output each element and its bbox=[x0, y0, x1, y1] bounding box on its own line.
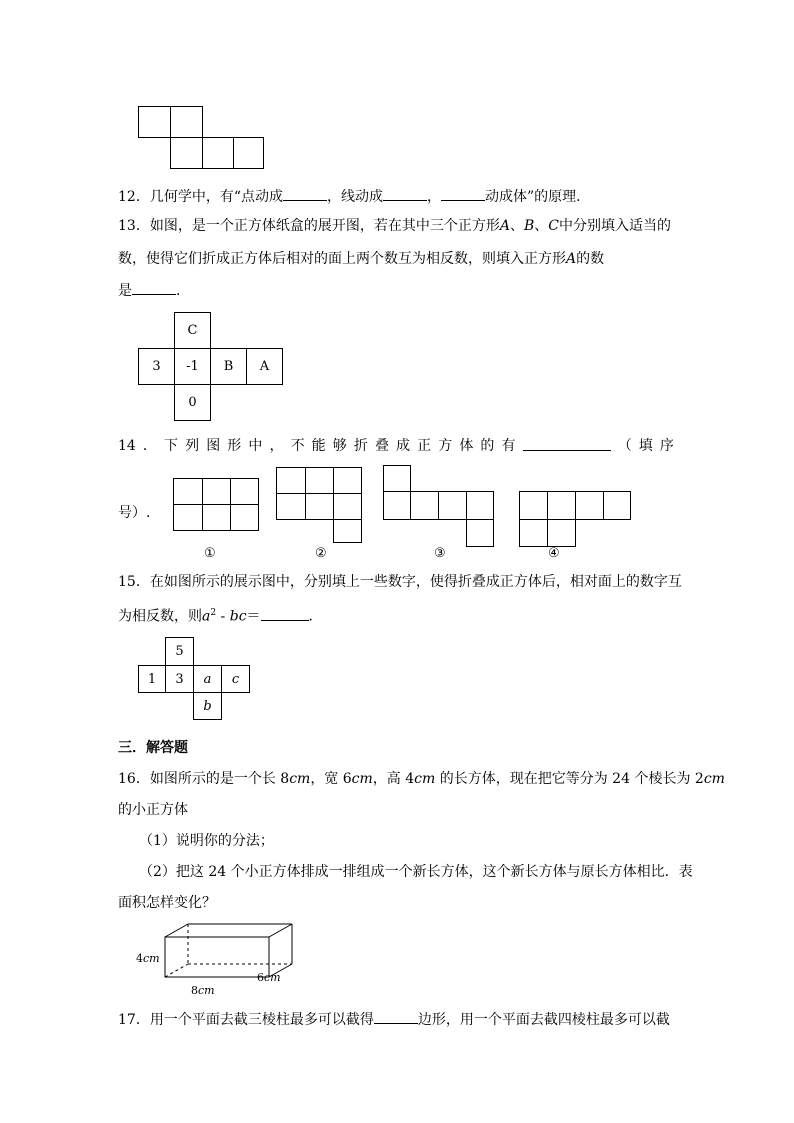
question-13-line3 bbox=[118, 280, 190, 301]
var-c: C bbox=[548, 218, 559, 234]
question-16-line1 bbox=[118, 769, 725, 789]
question-text: 几何学中，有“点动成 bbox=[149, 189, 283, 205]
answer-blank[interactable] bbox=[283, 186, 327, 201]
figure-label: ④ bbox=[548, 546, 560, 561]
question-16-sub2-cont: 面积怎样变化？ bbox=[118, 895, 216, 911]
question-text: 数，使得它们折成正方体后相对的面上两个数互为相反数，则填入正方形 bbox=[118, 251, 566, 267]
section-heading: 三．解答题 bbox=[118, 740, 188, 756]
char: ． bbox=[142, 438, 157, 454]
question-number: 12． bbox=[118, 189, 150, 205]
char: ， bbox=[269, 438, 284, 454]
char: 的 bbox=[480, 438, 495, 454]
dimension-label: 4cm bbox=[136, 952, 160, 965]
net-square bbox=[230, 478, 259, 505]
net-square bbox=[276, 467, 306, 494]
question-number: 15． bbox=[118, 574, 150, 590]
char: 不 bbox=[290, 438, 305, 454]
net-cell: B bbox=[210, 348, 247, 385]
question-text: 用一个平面去截三棱柱最多可以截得 bbox=[149, 1012, 374, 1028]
char: 体 bbox=[459, 438, 474, 454]
question-text: 在如图所示的展示图中，分别填上一些数字，使得折叠成正方体后，相对面上的数字互 bbox=[149, 574, 682, 590]
net-square bbox=[466, 491, 494, 520]
cuboid-edge bbox=[165, 924, 188, 937]
question-text: 如图所示的是一个长 8 bbox=[149, 771, 290, 787]
net-square bbox=[173, 504, 203, 531]
var-b: B bbox=[523, 218, 535, 234]
net-cell-bottom: 0 bbox=[174, 384, 211, 421]
question-16-sub2: （2）把这 24 个小正方体排成一排组成一个新长方体，这个新长方体与原长方体相比．表 bbox=[139, 864, 693, 880]
question-14-line1 bbox=[118, 436, 674, 456]
var-bc: bc bbox=[229, 608, 247, 625]
char: 叠 bbox=[374, 438, 389, 454]
question-12 bbox=[118, 186, 590, 207]
answer-blank[interactable] bbox=[523, 436, 611, 451]
net-cell-bottom: b bbox=[193, 692, 222, 720]
char: 够 bbox=[332, 438, 347, 454]
question-text: 动成体”的原理． bbox=[485, 189, 591, 205]
question-13-line1 bbox=[118, 216, 671, 236]
question-14-line2: 号）. bbox=[118, 505, 151, 521]
question-text: 边形，用一个平面去截四棱柱最多可以截 bbox=[417, 1012, 670, 1028]
question-text: ． bbox=[176, 283, 190, 299]
question-text: ，宽 6 bbox=[310, 771, 352, 787]
question-number: 16． bbox=[118, 771, 150, 787]
answer-blank[interactable] bbox=[132, 280, 176, 295]
net-square bbox=[547, 519, 576, 547]
question-text: ， bbox=[427, 189, 441, 205]
net-cell: 1 bbox=[138, 665, 166, 693]
cuboid-figure bbox=[130, 918, 310, 1000]
dimension-label: 8cm bbox=[191, 984, 215, 997]
net-square bbox=[202, 478, 231, 505]
unit: cm bbox=[351, 771, 373, 787]
net-cell: a bbox=[193, 665, 222, 693]
question-text: 是 bbox=[118, 283, 132, 299]
net-square bbox=[547, 491, 576, 520]
net-square bbox=[438, 491, 467, 520]
question-16-sub1: （1）说明你的分法； bbox=[139, 833, 274, 849]
net-square bbox=[276, 493, 306, 520]
question-text: 为相反数，则 bbox=[118, 608, 202, 625]
answer-blank[interactable] bbox=[383, 186, 427, 201]
net-square bbox=[230, 504, 259, 531]
char: 方 bbox=[438, 438, 453, 454]
exponent: 2 bbox=[210, 608, 217, 618]
unit: cm bbox=[289, 771, 311, 787]
question-16-line2: 的小正方体 bbox=[118, 802, 188, 818]
char: 序 bbox=[659, 438, 674, 454]
net-square bbox=[138, 106, 171, 138]
net-square bbox=[410, 491, 439, 520]
net-square bbox=[170, 106, 203, 138]
var-a: a bbox=[202, 608, 211, 625]
question-13-line2 bbox=[118, 249, 604, 269]
figure-label: ① bbox=[204, 546, 216, 561]
net-cell: A bbox=[246, 348, 283, 385]
answer-blank[interactable] bbox=[261, 606, 309, 621]
answer-blank[interactable] bbox=[441, 186, 485, 201]
char: 有 bbox=[501, 438, 516, 454]
char: 成 bbox=[396, 438, 411, 454]
var-a: A bbox=[499, 218, 510, 234]
net-cell: c bbox=[221, 665, 250, 693]
net-square bbox=[383, 465, 411, 492]
cuboid-hidden-edge bbox=[165, 964, 188, 977]
net-square bbox=[333, 467, 362, 494]
net-cell-top: 5 bbox=[165, 637, 194, 666]
question-text: 的数 bbox=[576, 251, 605, 267]
question-number: 13． bbox=[118, 218, 150, 234]
net-square bbox=[519, 519, 548, 547]
answer-blank[interactable] bbox=[374, 1009, 418, 1024]
question-text: 的长方体，现在把它等分为 24 个棱长为 2 bbox=[435, 771, 704, 787]
question-text: 中分别填入适当的 bbox=[558, 218, 671, 234]
var-a: A bbox=[566, 251, 577, 267]
net-cell: 3 bbox=[138, 348, 175, 385]
net-square bbox=[383, 491, 411, 520]
net-square bbox=[170, 137, 203, 169]
cuboid-front-face bbox=[165, 937, 269, 977]
unit: cm bbox=[703, 771, 725, 787]
separator: 、 bbox=[509, 218, 524, 234]
net-square bbox=[305, 467, 334, 494]
net-square bbox=[603, 491, 631, 520]
char: 下 bbox=[164, 438, 179, 454]
net-cell: -1 bbox=[174, 348, 211, 385]
separator: 、 bbox=[534, 218, 549, 234]
char: 中 bbox=[248, 438, 263, 454]
question-number: 17． bbox=[118, 1012, 150, 1028]
net-square bbox=[466, 519, 494, 547]
unit: cm bbox=[414, 771, 436, 787]
net-square bbox=[519, 491, 548, 520]
char: 折 bbox=[353, 438, 368, 454]
question-15-line1 bbox=[118, 572, 682, 592]
question-text: 如图，是一个正方体纸盒的展开图，若在其中三个正方形 bbox=[149, 218, 500, 234]
char: 形 bbox=[227, 438, 242, 454]
char: 填 bbox=[638, 438, 653, 454]
operator: - bbox=[216, 608, 230, 625]
question-text: ． bbox=[308, 608, 323, 625]
char: （ bbox=[617, 438, 632, 454]
figure-label: ② bbox=[315, 546, 327, 561]
equals: ＝ bbox=[246, 608, 261, 625]
char: 列 bbox=[185, 438, 200, 454]
net-cell: 3 bbox=[165, 665, 194, 693]
net-square bbox=[202, 137, 234, 169]
question-text: ，高 4 bbox=[372, 771, 415, 787]
question-15-line2 bbox=[118, 603, 323, 627]
figure-label: ③ bbox=[434, 546, 446, 561]
net-square bbox=[233, 137, 264, 169]
char: 图 bbox=[206, 438, 221, 454]
cuboid-edge bbox=[269, 924, 292, 937]
char: 能 bbox=[311, 438, 326, 454]
net-square bbox=[305, 493, 334, 520]
char: 14 bbox=[118, 438, 136, 454]
dimension-label: 6cm bbox=[257, 971, 281, 984]
net-square bbox=[202, 504, 231, 531]
net-square bbox=[173, 478, 203, 505]
net-cell-top: C bbox=[174, 312, 211, 349]
net-square bbox=[333, 519, 362, 543]
net-square bbox=[575, 491, 604, 520]
char: 正 bbox=[417, 438, 432, 454]
question-17 bbox=[118, 1009, 670, 1030]
net-square bbox=[333, 493, 362, 520]
question-text: ，线动成 bbox=[327, 189, 383, 205]
